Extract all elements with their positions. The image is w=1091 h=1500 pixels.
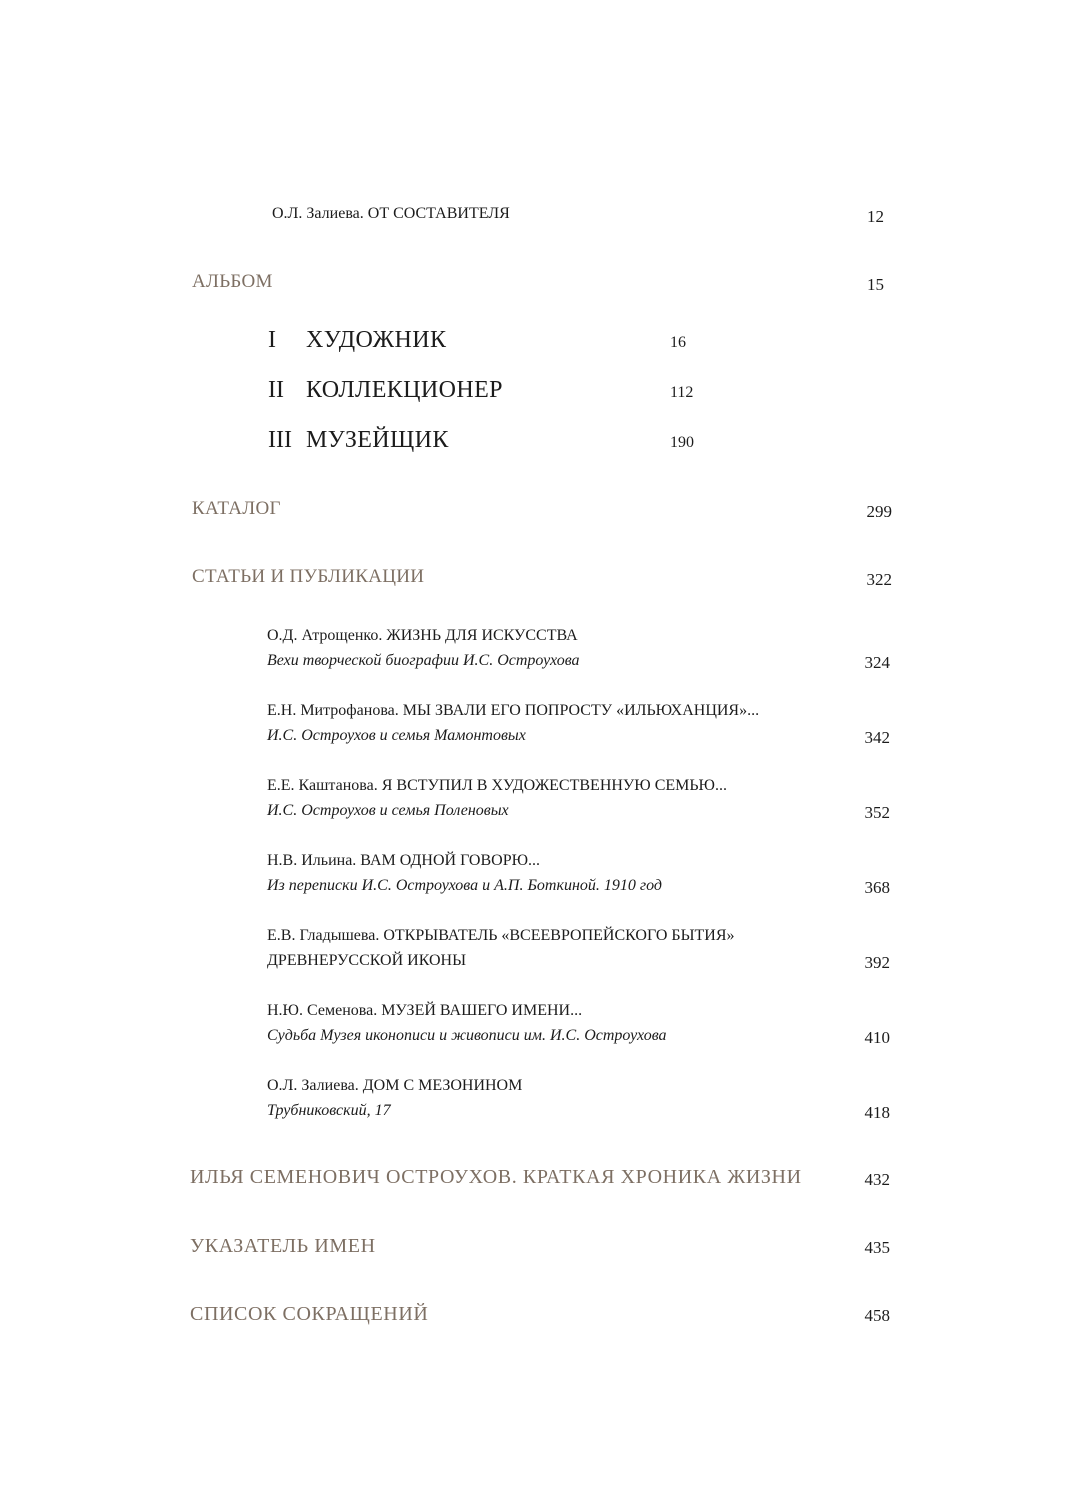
- toc-article-3-title[interactable]: Е.Е. Каштанова. Я ВСТУПИЛ В ХУДОЖЕСТВЕННУЮ СЕМЬЮ...: [267, 777, 727, 794]
- toc-article-1-page: 324: [864, 653, 890, 672]
- toc-chapter-3-numeral: III: [268, 427, 292, 453]
- toc-article-4-subtitle: Из переписки И.С. Остроухова и А.П. Боткиной. 1910 год: [267, 877, 662, 894]
- toc-section-catalog[interactable]: КАТАЛОГ: [192, 498, 281, 519]
- toc-section-index-page: 435: [864, 1238, 890, 1257]
- toc-article-5-page: 392: [864, 953, 890, 972]
- toc-section-album-page: 15: [867, 275, 884, 294]
- toc-article-3-page: 352: [864, 803, 890, 822]
- toc-chapter-3-title[interactable]: МУЗЕЙЩИК: [306, 427, 449, 453]
- toc-chapter-2-page: 112: [670, 384, 694, 401]
- toc-chapter-1-numeral: I: [268, 327, 276, 353]
- toc-article-3-subtitle: И.С. Остроухов и семья Поленовых: [267, 802, 509, 819]
- toc-article-4-page: 368: [864, 878, 890, 897]
- toc-article-2-subtitle: И.С. Остроухов и семья Мамонтовых: [267, 727, 526, 744]
- toc-article-6-subtitle: Судьба Музея иконописи и живописи им. И.С. Остроухова: [267, 1027, 667, 1044]
- toc-article-5-subtitle: ДРЕВНЕРУССКОЙ ИКОНЫ: [267, 952, 467, 969]
- toc-article-5-title[interactable]: Е.В. Гладышева. ОТКРЫВАТЕЛЬ «ВСЕЕВРОПЕЙСКОГО БЫТИЯ»: [267, 927, 735, 944]
- toc-article-6-title[interactable]: Н.Ю. Семенова. МУЗЕЙ ВАШЕГО ИМЕНИ...: [267, 1002, 583, 1019]
- toc-chapter-1-title[interactable]: ХУДОЖНИК: [306, 327, 447, 353]
- toc-section-articles[interactable]: СТАТЬИ И ПУБЛИКАЦИИ: [192, 566, 425, 587]
- toc-article-4-title[interactable]: Н.В. Ильина. ВАМ ОДНОЙ ГОВОРЮ...: [267, 852, 541, 869]
- toc-chapter-3-page: 190: [670, 434, 694, 451]
- toc-section-abbreviations-page: 458: [864, 1306, 890, 1325]
- toc-chapter-1-page: 16: [670, 334, 686, 351]
- toc-section-chronicle[interactable]: ИЛЬЯ СЕМЕНОВИЧ ОСТРОУХОВ. КРАТКАЯ ХРОНИКА ЖИЗНИ: [190, 1166, 802, 1188]
- toc-section-abbreviations[interactable]: СПИСОК СОКРАЩЕНИЙ: [190, 1303, 429, 1325]
- toc-article-1-title[interactable]: О.Д. Атрощенко. ЖИЗНЬ ДЛЯ ИСКУССТВА: [267, 627, 578, 644]
- toc-article-2-page: 342: [864, 728, 890, 747]
- toc-chapter-2-title[interactable]: КОЛЛЕКЦИОНЕР: [306, 377, 503, 403]
- toc-article-7-title[interactable]: О.Л. Залиева. ДОМ С МЕЗОНИНОМ: [267, 1077, 523, 1094]
- toc-section-articles-page: 322: [866, 570, 892, 589]
- toc-section-index[interactable]: УКАЗАТЕЛЬ ИМЕН: [190, 1235, 376, 1257]
- toc-article-1-subtitle: Вехи творческой биографии И.С. Остроухова: [267, 652, 580, 669]
- toc-intro-title[interactable]: О.Л. Залиева. ОТ СОСТАВИТЕЛЯ: [272, 205, 510, 222]
- toc-section-chronicle-page: 432: [864, 1170, 890, 1189]
- toc-chapter-2-numeral: II: [268, 377, 284, 403]
- toc-article-2-title[interactable]: Е.Н. Митрофанова. МЫ ЗВАЛИ ЕГО ПОПРОСТУ «ИЛЬЮХАНЦИЯ»...: [267, 702, 760, 719]
- toc-section-album[interactable]: АЛЬБОМ: [192, 271, 273, 292]
- toc-intro-page: 12: [867, 207, 884, 226]
- toc-article-7-subtitle: Трубниковский, 17: [267, 1102, 391, 1119]
- toc-article-7-page: 418: [864, 1103, 890, 1122]
- toc-section-catalog-page: 299: [866, 502, 892, 521]
- toc-article-6-page: 410: [864, 1028, 890, 1047]
